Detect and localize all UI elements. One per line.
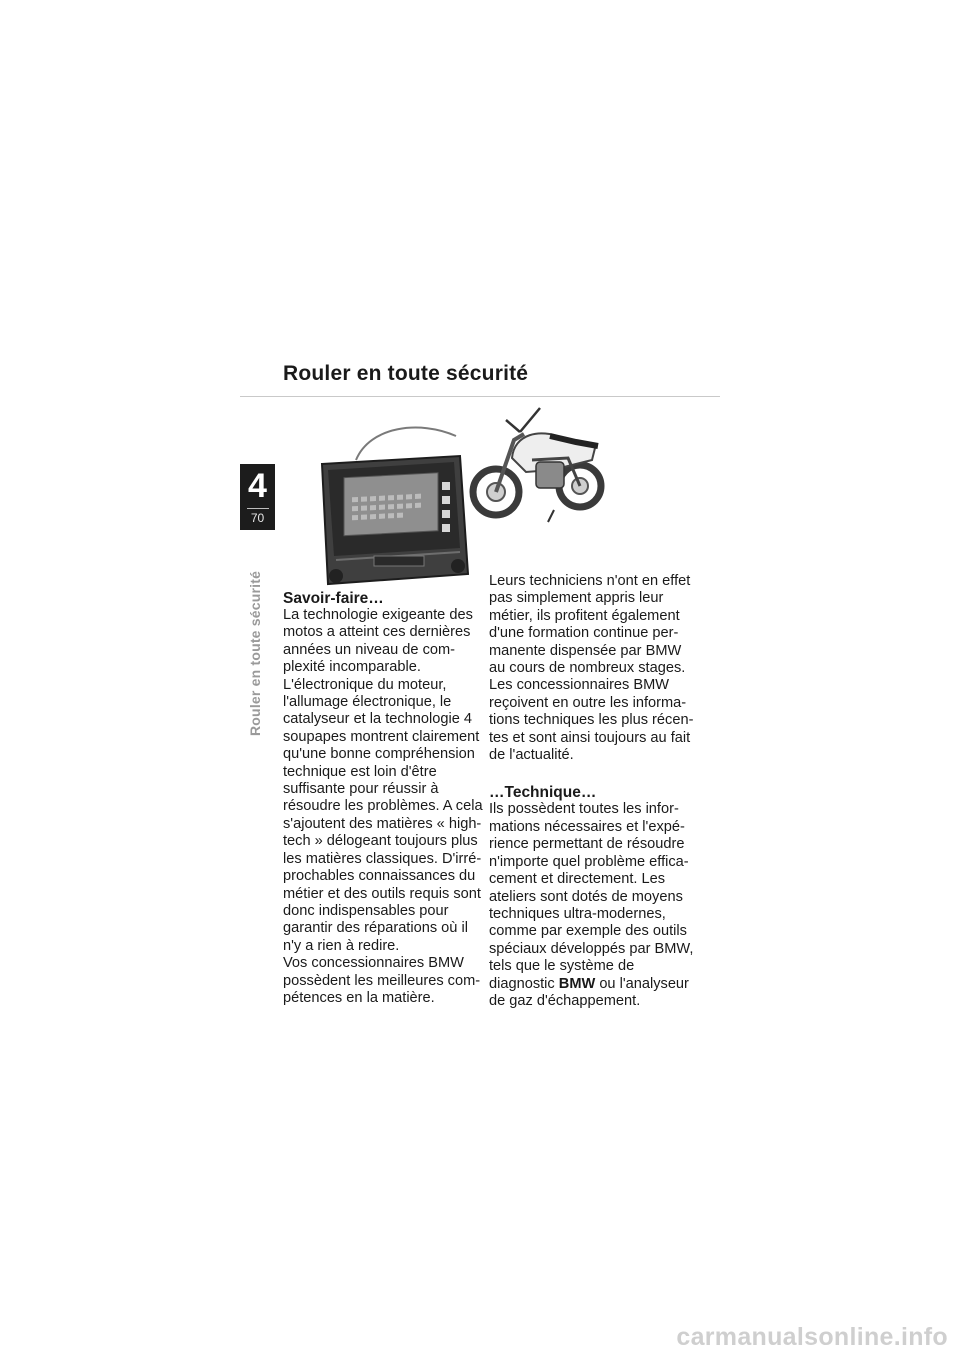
paragraph: Leurs techniciens n'ont en effet pas simplement appris leur métier, ils profitent également d'une formation continue permanente dispensée par BMW au cours de nombreux stages. Les concessionnaires BMW reçoivent en outre les informations techniques les plus récentes et sont ainsi toujours au fait de l'actualité. — [489, 573, 694, 764]
title-divider — [240, 396, 720, 397]
chapter-number: 4 — [248, 467, 267, 505]
watermark: carmanualsonline.info — [676, 1323, 948, 1351]
paragraph: La technologie exigeante des motos a atteint ces dernières années un niveau de complexité incomparable. L'électronique du moteur, l'allumage électronique, le catalyseur et la technologie 4 soupapes montrent clairement qu'une bonne compréhension technique est loin d'être suffisante pour réussir à résoudre les problèmes. A cela s'ajoutent des matières « high-tech » délogeant toujours plus les matières classiques. D'irréprochables connaissances du métier et des outils requis sont donc indispensables pour garantir des réparations où il n'y a rien à redire. — [283, 607, 483, 954]
right-column — [489, 573, 694, 1010]
paragraph — [489, 801, 694, 1010]
section-heading-technique: …Technique… — [489, 784, 597, 802]
left-column — [283, 590, 483, 1007]
bmw-bold-text: BMW — [558, 975, 596, 992]
paragraph-text: Ils possèdent toutes les informations nécessaires et l'expérience permettant de résoudre n'importe quel problème efficacement et directement. Les ateliers sont dotés de moyens techniques ultra-modernes, comme par exemple des outils spéciaux développés par BMW, tels que le système de diagnostic — [489, 801, 694, 992]
page-title: Rouler en toute sécurité — [283, 362, 529, 385]
paragraph: Vos concessionnaires BMW possèdent les meilleures compétences en la matière. — [283, 955, 481, 1006]
page-number: 70 — [250, 511, 265, 525]
motorcycle-image — [473, 408, 601, 522]
section-heading-savoir-faire: Savoir-faire… — [283, 590, 384, 607]
side-chapter-label: Rouler en toute sécurité — [247, 570, 263, 736]
paragraph-text: ou l'analyseur de gaz d'échappement. — [489, 975, 689, 1009]
chapter-tab — [240, 464, 275, 530]
illustration-diagnosis-device-and-motorcycle — [300, 398, 620, 586]
diagnosis-device-image — [322, 456, 468, 584]
